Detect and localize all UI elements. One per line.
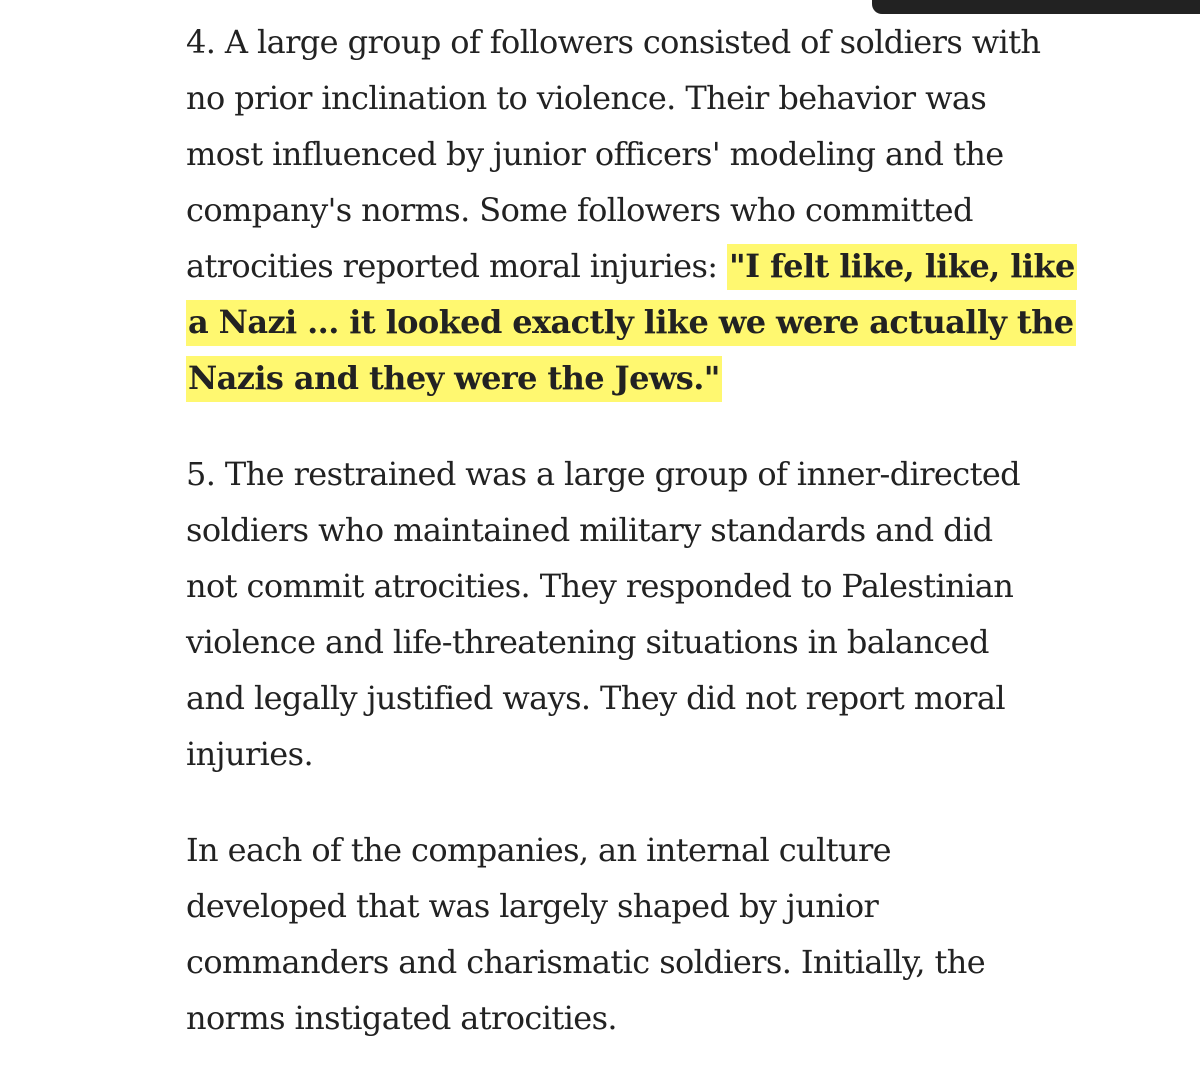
- highlighted-quote-part: Nazis and they were the Jews.": [186, 356, 722, 402]
- text-line: most influenced by junior officers' modeling and the: [186, 135, 1004, 173]
- text-line: commanders and charismatic soldiers. Initially, the: [186, 943, 986, 981]
- highlighted-quote-line: [186, 350, 1106, 406]
- text-line: not commit atrocities. They responded to Palestinian: [186, 567, 1014, 605]
- text-line: norms instigated atrocities.: [186, 999, 617, 1037]
- browser-top-bar: [872, 0, 1200, 14]
- article-body: [186, 14, 1106, 1086]
- highlighted-quote-part: a Nazi ... it looked exactly like we were actually the: [186, 300, 1076, 346]
- paragraph-internal-culture: [186, 822, 1106, 1046]
- text-line: violence and life-threatening situations in balanced: [186, 623, 989, 661]
- text-line: 4. A large group of followers consisted of soldiers with: [186, 23, 1041, 61]
- text-line: soldiers who maintained military standards and did: [186, 511, 993, 549]
- text-line: In each of the companies, an internal culture: [186, 831, 892, 869]
- paragraph-followers: [186, 14, 1106, 406]
- text-line: company's norms. Some followers who committed: [186, 191, 973, 229]
- text-line-prefix: atrocities reported moral injuries:: [186, 247, 728, 285]
- text-line-with-quote: [186, 238, 1106, 294]
- text-line: injuries.: [186, 735, 314, 773]
- text-line: 5. The restrained was a large group of inner-directed: [186, 455, 1021, 493]
- text-line: developed that was largely shaped by junior: [186, 887, 879, 925]
- text-line: and legally justified ways. They did not report moral: [186, 679, 1005, 717]
- highlighted-quote-part: "I felt like, like, like: [727, 244, 1077, 290]
- paragraph-restrained: [186, 446, 1106, 782]
- highlighted-quote-line: [186, 294, 1106, 350]
- text-line: no prior inclination to violence. Their behavior was: [186, 79, 987, 117]
